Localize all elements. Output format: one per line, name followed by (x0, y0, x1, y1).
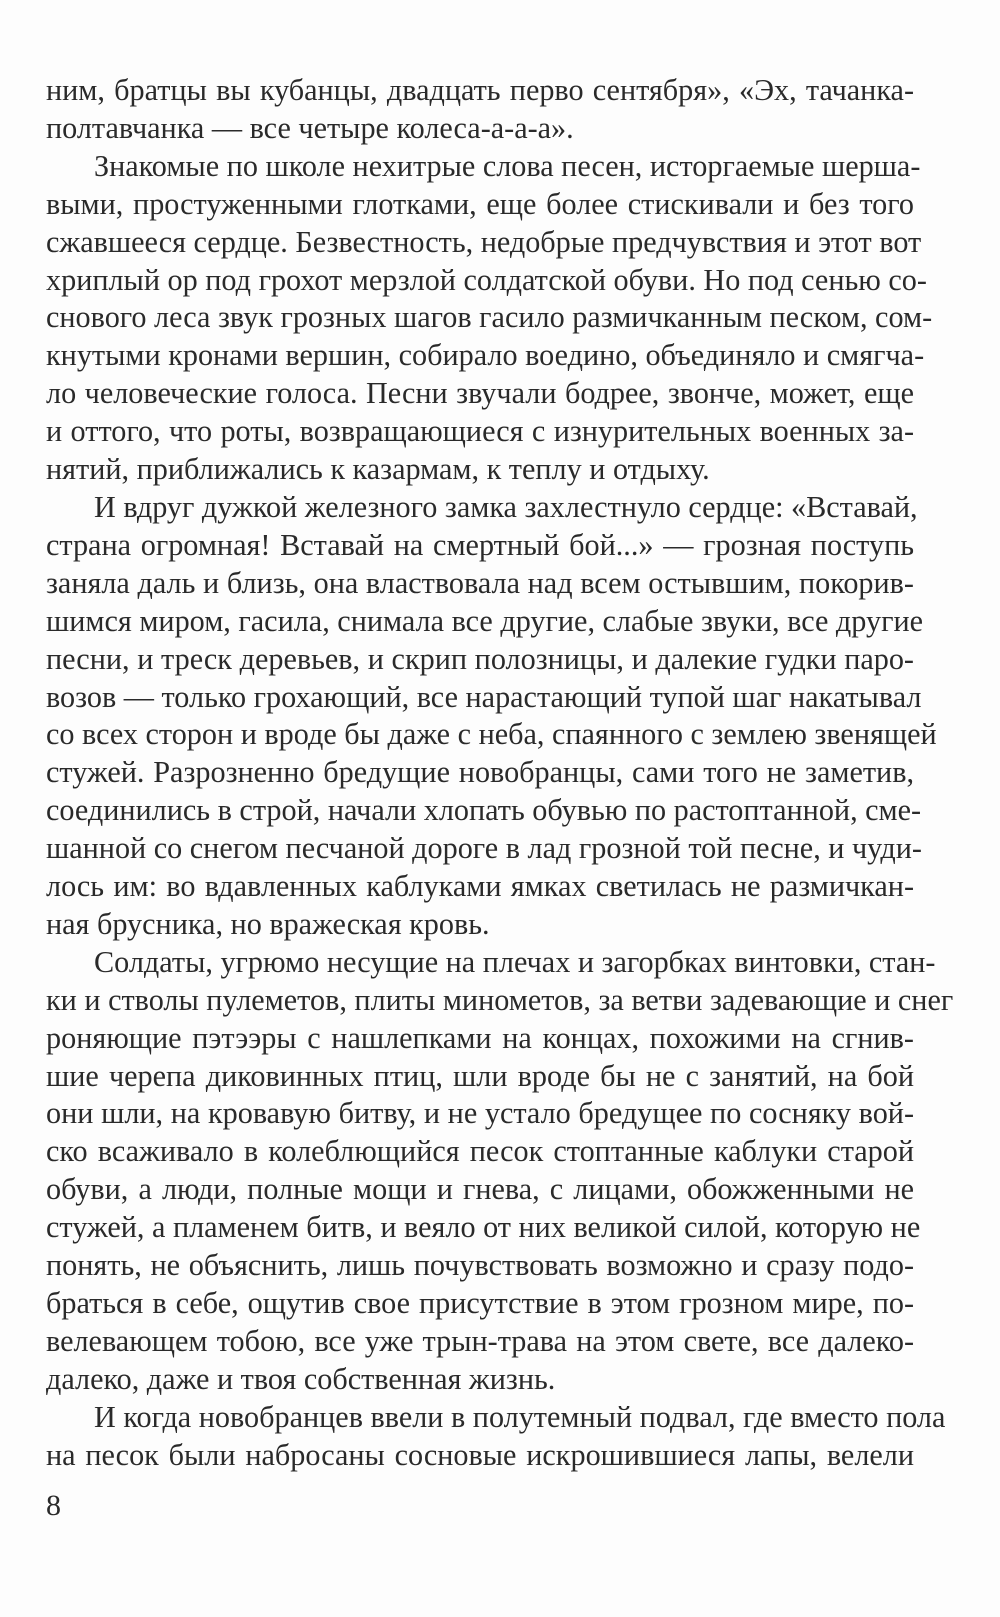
text-line: песни, и треск деревьев, и скрип полозницы, и далекие гудки паро- (46, 641, 914, 676)
text-line: шанной со снегом песчаной дороге в лад грозной той песне, и чуди- (46, 831, 922, 866)
text-line: шие черепа диковинных птиц, шли вроде бы не с занятий, на бой (46, 1058, 914, 1093)
text-line: ним, братцы вы кубанцы, двадцать перво сентября», «Эх, тачанка- (46, 73, 914, 107)
text-line: браться в себе, ощутив свое присутствие в этом грозном мире, по- (46, 1286, 914, 1320)
text-line: понять, не объяснить, лишь почувствовать возможно и сразу подо- (46, 1248, 914, 1283)
text-line: возов — только грохающий, все нарастающий тупой шаг накатывал (46, 679, 922, 714)
text-line: они шли, на кровавую битву, и не устало бредущее по сосняку вой- (46, 1096, 914, 1131)
text-line: ная брусника, но вражеская кровь. (46, 906, 490, 941)
text-line: далеко, даже и твоя собственная жизнь. (46, 1361, 556, 1396)
text-line: ки и стволы пулеметов, плиты минометов, за ветви задевающие и снег (46, 982, 954, 1017)
text-line: ло человеческие голоса. Песни звучали бодрее, звонче, может, еще (46, 376, 914, 411)
text-line: стужей, а пламенем битв, и веяло от них великой силой, которую не (46, 1210, 921, 1245)
text-line: заняла даль и близь, она властвовала над всем остывшим, покорив- (46, 565, 914, 600)
text-line: стужей. Разрозненно бредущие новобранцы, сами того не заметив, (46, 755, 914, 790)
text-line: хриплый ор под грохот мерзлой солдатской обуви. Но под сенью со- (46, 262, 927, 297)
text-line: кнутыми кронами вершин, собирало воедино, объединяло и смягча- (46, 338, 925, 373)
text-line: обуви, а люди, полные мощи и гнева, с лицами, обожженными не (46, 1172, 914, 1207)
text-line: и оттого, что роты, возвращающиеся с изнурительных военных за- (46, 414, 914, 449)
page-number: 8 (46, 1489, 61, 1522)
text-line: Солдаты, угрюмо несущие на плечах и загорбках винтовки, стан- (94, 944, 936, 979)
text-line: выми, простуженными глотками, еще более стискивали и без того (46, 186, 914, 221)
text-line: снового леса звук грозных шагов гасило размичканным песком, сом- (46, 300, 933, 335)
text-line: соединились в строй, начали хлопать обувью по растоптанной, сме- (46, 793, 922, 828)
body-text (46, 72, 954, 1475)
paragraph (46, 72, 914, 148)
text-line: шимся миром, гасила, снимала все другие, слабые звуки, все другие (46, 603, 924, 638)
text-line: Знакомые по школе нехитрые слова песен, исторгаемые шерша- (94, 148, 921, 183)
text-line: со всех сторон и вроде бы даже с неба, спаянного с землею звенящей (46, 717, 937, 752)
paragraph (46, 944, 954, 1399)
paragraph (46, 1399, 946, 1475)
text-line: И когда новобранцев ввели в полутемный подвал, где вместо пола (94, 1399, 946, 1434)
text-line: велевающем тобою, все уже трын-трава на этом свете, все далеко- (46, 1323, 914, 1358)
text-line: ско всаживало в колеблющийся песок стоптанные каблуки старой (46, 1134, 914, 1169)
text-line: нятий, приближались к казармам, к теплу и отдыху. (46, 452, 710, 487)
text-line: полтавчанка — все четыре колеса-а-а-а». (46, 110, 574, 145)
text-line: роняющие пэтээры с нашлепками на концах, похожими на сгнив- (46, 1020, 914, 1055)
paragraph (46, 489, 937, 944)
text-line: И вдруг дужкой железного замка захлестнуло сердце: «Вставай, (94, 489, 918, 524)
text-line: лось им: во вдавленных каблуками ямках светилась не размичкан- (46, 869, 914, 904)
text-line: страна огромная! Вставай на смертный бой...» — грозная поступь (46, 527, 914, 562)
text-line: на песок были набросаны сосновые искрошившиеся лапы, велели (46, 1437, 914, 1472)
text-line: сжавшееся сердце. Безвестность, недобрые предчувствия и этот вот (46, 224, 922, 259)
paragraph (46, 148, 933, 489)
